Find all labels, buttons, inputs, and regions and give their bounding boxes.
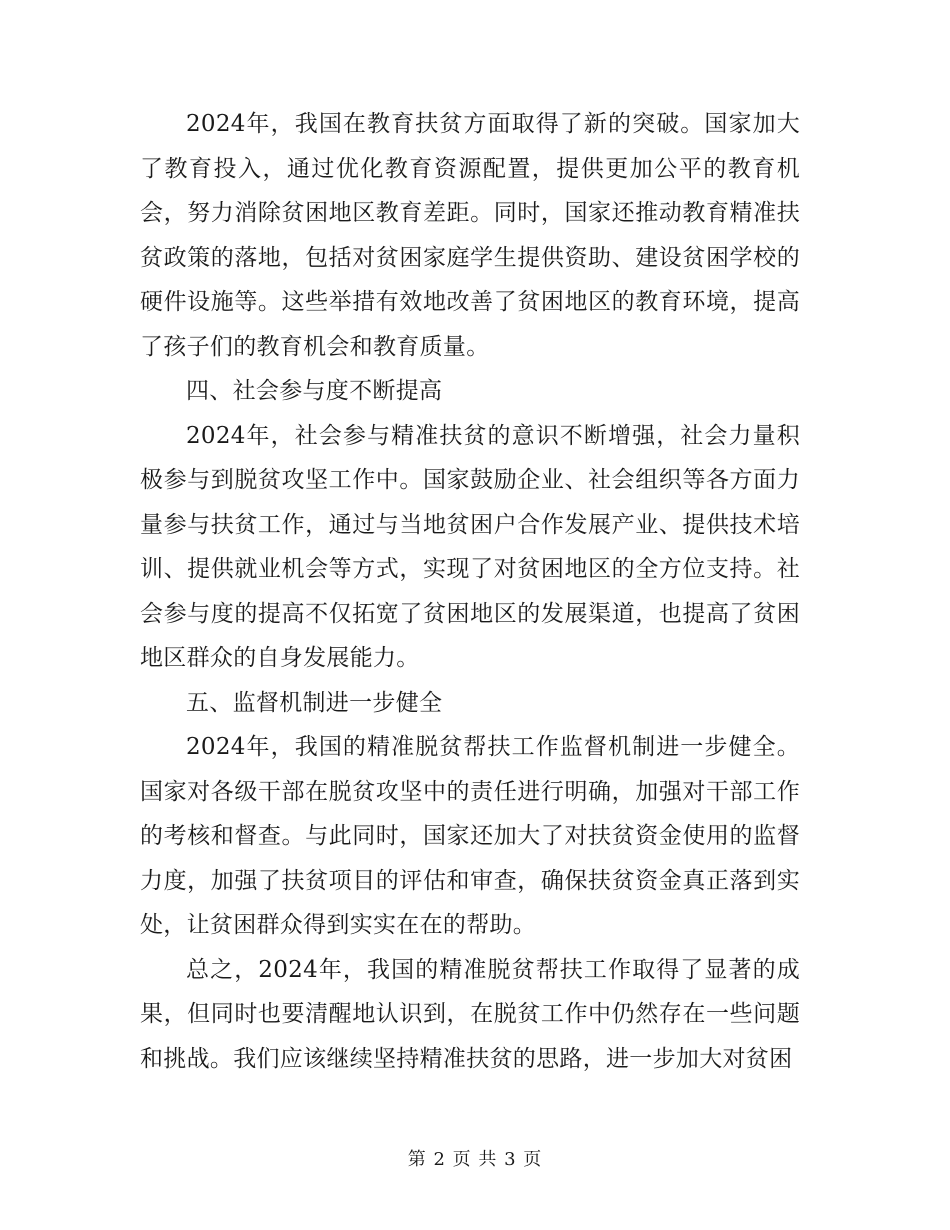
page-number-footer: 第 2 页 共 3 页 <box>407 1149 543 1170</box>
paragraph-supervision: 2024年，我国的精准脱贫帮扶工作监督机制进一步健全。国家对各级干部在脱贫攻坚中的责任进行明确，加强对干部工作的考核和督查。与此同时，国家还加大了对扶贫资金使用的监督力度，加强了扶贫项目的评估和审查，确保扶贫资金真正落到实处，让贫困群众得到实实在在的帮助。 <box>140 734 800 938</box>
document-body <box>140 102 800 1081</box>
paragraph-education-poverty: 2024年，我国在教育扶贫方面取得了新的突破。国家加大了教育投入，通过优化教育资源配置，提供更加公平的教育机会，努力消除贫困地区教育差距。同时，国家还推动教育精准扶贫政策的落地，包括对贫困家庭学生提供资助、建设贫困学校的硬件设施等。这些举措有效地改善了贫困地区的教育环境，提高了孩子们的教育机会和教育质量。 <box>140 111 800 360</box>
section-heading-social-participation: 四、社会参与度不断提高 <box>186 378 443 404</box>
section-heading-supervision: 五、监督机制进一步健全 <box>186 689 443 716</box>
paragraph-conclusion: 总之，2024年，我国的精准脱贫帮扶工作取得了显著的成果，但同时也要清醒地认识到，在脱贫工作中仍然存在一些问题和挑战。我们应该继续坚持精准扶贫的思路，进一步加大对贫困 <box>140 956 800 1072</box>
paragraph-social-participation: 2024年，社会参与精准扶贫的意识不断增强，社会力量积极参与到脱贫攻坚工作中。国家鼓励企业、社会组织等各方面力量参与扶贫工作，通过与当地贫困户合作发展产业、提供技术培训、提供就业机会等方式，实现了对贫困地区的全方位支持。社会参与度的提高不仅拓宽了贫困地区的发展渠道，也提高了贫困地区群众的自身发展能力。 <box>140 422 800 671</box>
